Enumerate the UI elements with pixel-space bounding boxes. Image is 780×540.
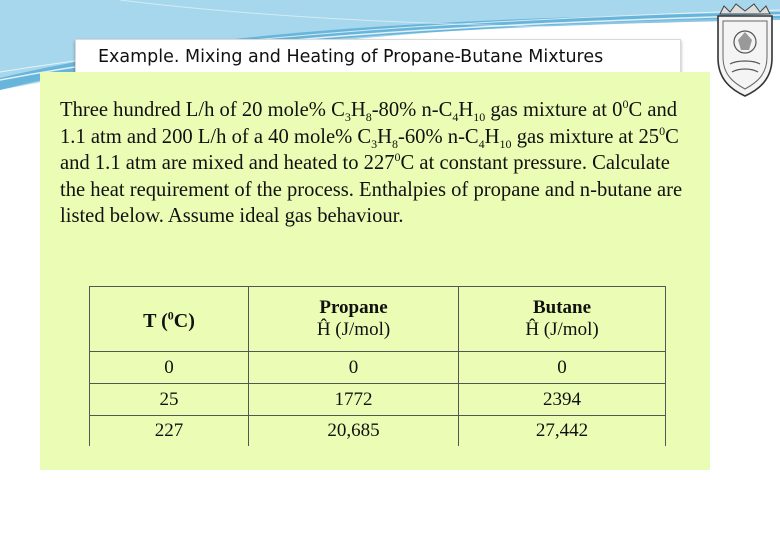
- enthalpy-table: [89, 286, 666, 446]
- slide-title: Example. Mixing and Heating of Propane-Butane Mixtures: [75, 39, 681, 75]
- cell-butane: 27,442: [459, 416, 666, 447]
- table-row: [90, 384, 666, 416]
- problem-statement: Three hundred L/h of 20 mole% $C_3H_8-80\%$ $n-C_4H_{10}$ gas mixture at $0^0C$ and 1.1 atm and 200 L/h of a 40 mole% $C_3H_8-60\%$ $n-C_4H_{10}$ gas mixture at $25^0C$ and 1.1 atm are mixed and heated to $227^0C$ at constant pressure. Calculate the heat requirement of the process. Enthalpies of propane and n-butane are listed below. Assume ideal gas behaviour.: [60, 97, 683, 227]
- table-header-row: [90, 287, 666, 352]
- header-propane: Propane Ĥ (J/mol): [249, 287, 459, 352]
- university-crest-icon: [712, 2, 778, 98]
- table-row: [90, 352, 666, 384]
- cell-propane: 0: [249, 352, 459, 384]
- header-temperature: T ($^0$C): [90, 287, 249, 352]
- cell-temperature: 227: [90, 416, 249, 447]
- cell-butane: 0: [459, 352, 666, 384]
- cell-propane: 1772: [249, 384, 459, 416]
- header-butane: Butane Ĥ (J/mol): [459, 287, 666, 352]
- cell-temperature: 0: [90, 352, 249, 384]
- cell-butane: 2394: [459, 384, 666, 416]
- cell-propane: 20,685: [249, 416, 459, 447]
- cell-temperature: 25: [90, 384, 249, 416]
- table-row: [90, 416, 666, 447]
